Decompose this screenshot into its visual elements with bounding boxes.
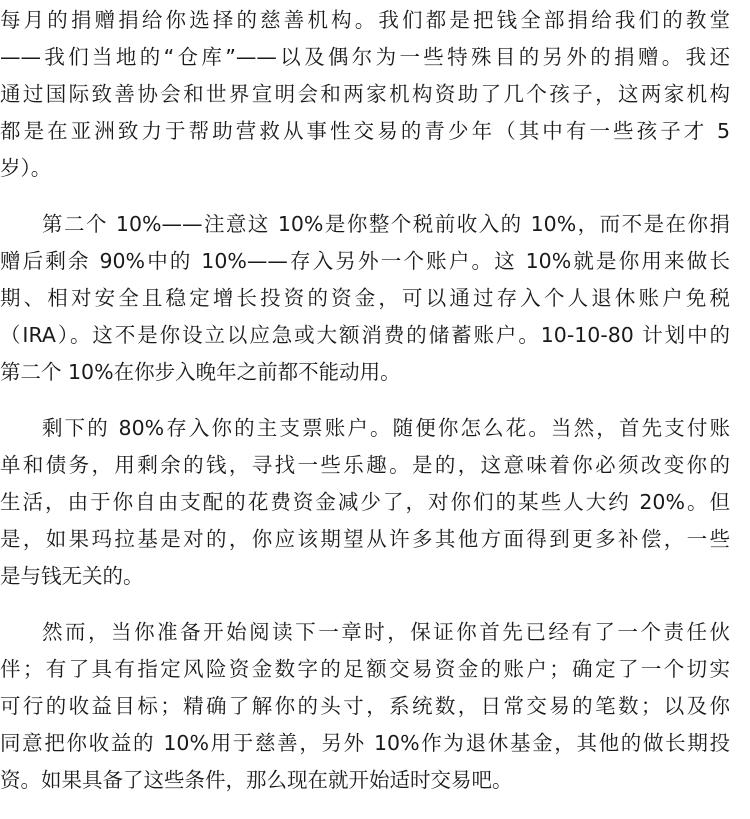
paragraph-1-line-2: ——我们当地的“仓库”——以及偶尔为一些特殊目的另外的捐赠。我还 <box>0 45 730 69</box>
paragraph-2-line-3: 期、相对安全且稳定增长投资的资金，可以通过存入个人退休账户免税 <box>0 286 730 310</box>
paragraph-4-line-4: 同意把你收益的 10%用于慈善，另外 10%作为退休基金，其他的做长期投 <box>0 731 730 755</box>
paragraph-4-line-2: 伴；有了具有指定风险资金数字的足额交易资金的账户；确定了一个切实 <box>0 657 730 681</box>
paragraph-3-line-3: 生活，由于你自由支配的花费资金减少了，对你们的某些人大约 20%。但 <box>0 490 730 514</box>
paragraph-1-line-3: 通过国际致善协会和世界宣明会和两家机构资助了几个孩子，这两家机构 <box>0 82 730 106</box>
paragraph-4-line-1: 然而，当你准备开始阅读下一章时，保证你首先已经有了一个责任伙 <box>42 620 730 644</box>
paragraph-3-line-5: 是与钱无关的。 <box>0 564 144 588</box>
paragraph-3-line-4: 是，如果玛拉基是对的，你应该期望从许多其他方面得到更多补偿，一些 <box>0 527 730 551</box>
paragraph-2-line-1: 第二个 10%——注意这 10%是你整个税前收入的 10%，而不是在你捐 <box>42 212 730 236</box>
paragraph-3-line-2: 单和债务，用剩余的钱，寻找一些乐趣。是的，这意味着你必须改变你的 <box>0 453 730 477</box>
paragraph-2-line-5: 第二个 10%在你步入晚年之前都不能动用。 <box>0 360 401 384</box>
paragraph-4-line-5: 资。如果具备了这些条件，那么现在就开始适时交易吧。 <box>0 768 513 792</box>
paragraph-2-line-4: （IRA）。这不是你设立以应急或大额消费的储蓄账户。10-10-80 计划中的 <box>0 323 730 347</box>
paragraph-3-line-1: 剩下的 80%存入你的主支票账户。随便你怎么花。当然，首先支付账 <box>42 416 730 440</box>
paragraph-4-line-3: 可行的收益目标；精确了解你的头寸，系统数，日常交易的笔数；以及你 <box>0 694 730 718</box>
paragraph-2-line-2: 赠后剩余 90%中的 10%——存入另外一个账户。这 10%就是你用来做长 <box>0 249 730 273</box>
paragraph-1-line-5: 岁）。 <box>0 156 52 180</box>
paragraph-1-line-4: 都是在亚洲致力于帮助营救从事性交易的青少年（其中有一些孩子才 5 <box>0 119 730 143</box>
paragraph-1-line-1: 每月的捐赠捐给你选择的慈善机构。我们都是把钱全部捐给我们的教堂 <box>0 8 730 32</box>
